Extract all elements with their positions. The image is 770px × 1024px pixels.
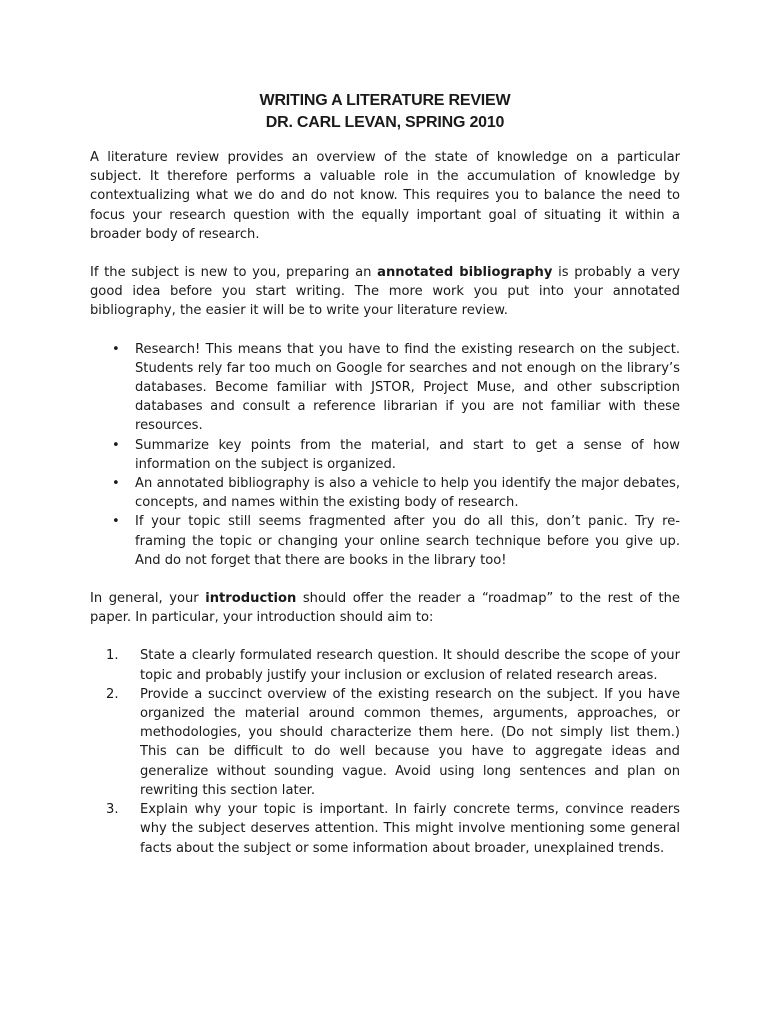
bullet-marker: •: [112, 514, 120, 530]
bullet-list: [90, 340, 680, 570]
item-number: 1.: [106, 648, 119, 664]
bibliography-paragraph: [90, 263, 680, 321]
bibliography-text-after: is probably a very good idea before you start writing. The more work you put into your annotated bibliography, the easier it will be to write your literature review.: [90, 265, 680, 319]
title-line-2: DR. CARL LEVAN, SPRING 2010: [265, 114, 505, 131]
document-page: [90, 90, 680, 877]
list-item: [90, 436, 680, 474]
list-item-text: Research! This means that you have to find the existing research on the subject. Students rely far too much on Google for searches and not enough on the library’s databases. Become familiar with JSTOR, Project Muse, and other subscription databases and consult a reference librarian if you are not familiar with these resources.: [135, 341, 680, 434]
bibliography-bold-term: annotated bibliography: [377, 265, 553, 281]
numbered-item-text: State a clearly formulated research question. It should describe the scope of your topic and probably justify your inclusion or exclusion of related research areas.: [140, 648, 680, 683]
item-number: 2.: [106, 686, 119, 702]
introduction-text-after: should offer the reader a “roadmap” to the rest of the paper. In particular, your introduction should aim to:: [90, 591, 680, 626]
numbered-list: [90, 646, 680, 857]
document-title: [90, 90, 680, 134]
list-item-text: An annotated bibliography is also a vehicle to help you identify the major debates, concepts, and names within the existing body of research.: [135, 476, 680, 511]
numbered-item-text: Explain why your topic is important. In fairly concrete terms, convince readers why the subject deserves attention. This might involve mentioning some general facts about the subject or some information about broader, unexplained trends.: [140, 802, 680, 856]
intro-paragraph: A literature review provides an overview of the state of knowledge on a particular subject. It therefore performs a valuable role in the accumulation of knowledge by contextualizing what we do and do not know. This requires you to balance the need to focus your research question with the equally important goal of situating it within a broader body of research.: [90, 150, 680, 242]
list-item: [90, 512, 680, 570]
numbered-item: [90, 646, 680, 684]
item-number: 3.: [106, 802, 119, 818]
title-line-1: WRITING A LITERATURE REVIEW: [259, 92, 511, 109]
list-item-text: Summarize key points from the material, and start to get a sense of how information on the subject is organized.: [135, 437, 680, 472]
numbered-item: [90, 800, 680, 858]
numbered-item-text: Provide a succinct overview of the existing research on the subject. If you have organized the material around common themes, arguments, approaches, or methodologies, you should characterize them here. (Do not simply list them.) This can be difficult to do well because you have to aggregate ideas and generalize without sounding vague. Avoid using long sentences and plan on rewriting this section later.: [140, 686, 680, 798]
bibliography-text-before: If the subject is new to you, preparing an: [90, 265, 378, 281]
bullet-marker: •: [112, 341, 120, 357]
bullet-marker: •: [112, 437, 120, 453]
bullet-marker: •: [112, 476, 120, 492]
numbered-item: [90, 685, 680, 800]
introduction-paragraph: [90, 589, 680, 627]
introduction-text-before: In general, your: [90, 591, 206, 607]
list-item-text: If your topic still seems fragmented after you do all this, don’t panic. Try re-framing the topic or changing your online search technique before you give up. And do not forget that there are books in the library too!: [135, 514, 680, 568]
list-item: [90, 474, 680, 512]
list-item: [90, 340, 680, 436]
introduction-bold-term: introduction: [205, 591, 297, 607]
